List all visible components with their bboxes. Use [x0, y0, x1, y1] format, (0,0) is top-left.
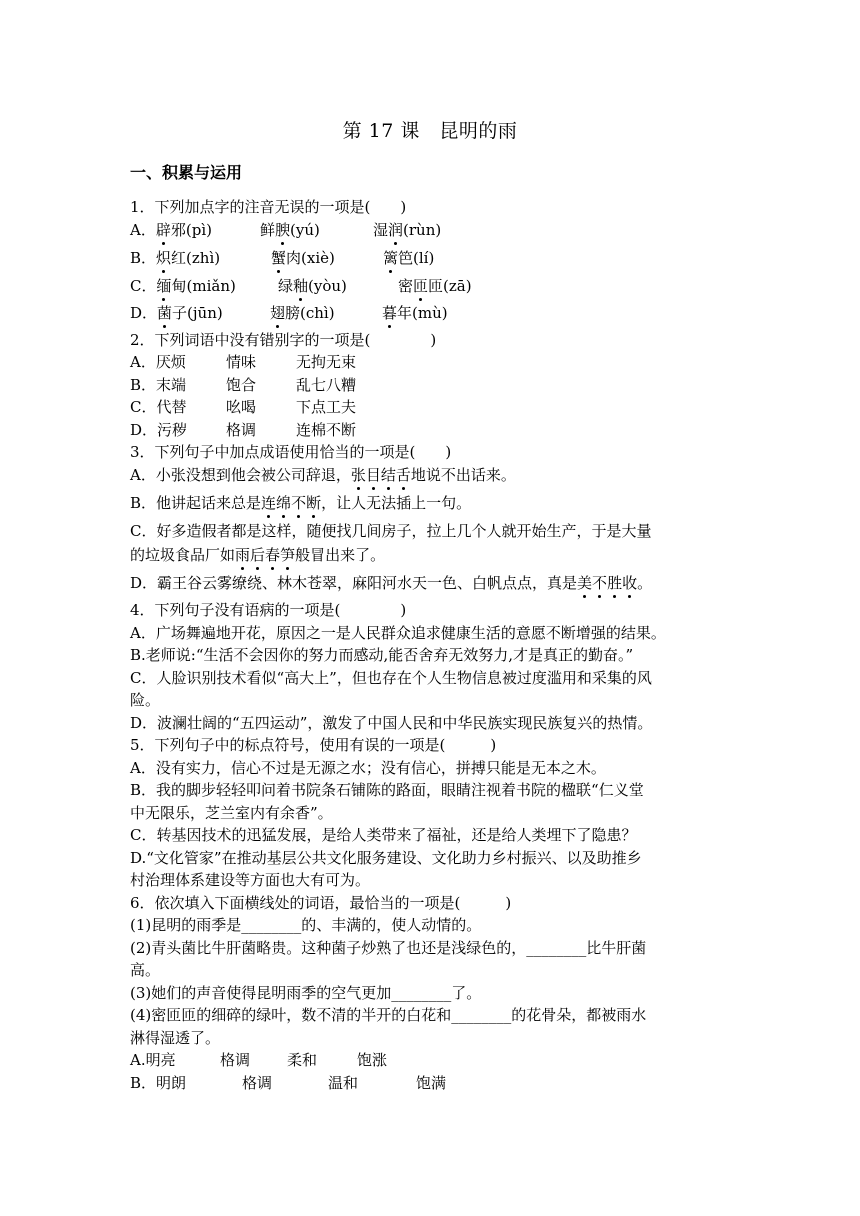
word: 暮年(mù)	[382, 304, 448, 322]
word: 缅甸(miǎn)	[156, 277, 236, 295]
question-6-option-a: A.明亮 格调 柔和 饱涨	[130, 1051, 388, 1069]
word: 蟹肉(xiè)	[271, 249, 335, 267]
page-title: 第 17 课 昆明的雨	[342, 120, 518, 142]
question-6-stem: 6．依次填入下面横线处的词语，最恰当的一项是( )	[130, 894, 512, 912]
question-3-option-c-line1: C．好多造假者都是这样，随便找几间房子，拉上几个人就开始生产，于是大量	[130, 522, 652, 540]
question-6-sentence-1: (1)昆明的雨季是________的、丰满的，使人动情的。	[130, 916, 482, 934]
question-1-option-b: B．炽红(zhì) 蟹肉(xiè) 篱笆(lí)	[130, 249, 435, 267]
question-6-sentence-3: (3)她们的声音使得昆明雨季的空气更加________了。	[130, 984, 482, 1002]
emphasized-idiom: 连绵不断	[261, 494, 322, 512]
question-2-option-c: C．代替 吆喝 下点工夫	[130, 398, 357, 416]
section-heading: 一、积累与运用	[130, 163, 243, 182]
question-5-stem: 5．下列句子中的标点符号，使用有误的一项是( )	[130, 736, 497, 754]
question-6-option-b: B．明朗 格调 温和 饱满	[130, 1074, 447, 1092]
question-6-sentence-4-line1: (4)密匝匝的细碎的绿叶，数不清的半开的白花和________的花骨朵，都被雨水	[130, 1006, 647, 1024]
question-1-option-a: A．辟邪(pì) 鲜腴(yú) 湿润(rùn)	[130, 221, 442, 239]
question-4-option-c-line2: 险。	[130, 691, 161, 709]
word: 炽红(zhì)	[156, 249, 221, 267]
emphasized-idiom: 雨后春笋	[235, 546, 296, 564]
question-5-option-d-line1: D.“文化管家”在推动基层公共文化服务建设、文化助力乡村振兴、以及助推乡	[130, 849, 642, 867]
question-6-sentence-2-line2: 高。	[130, 961, 161, 979]
question-3-option-d: D．霸王谷云雾缭绕、林木苍翠，麻阳河水天一色、白帆点点，真是美不胜收。	[130, 574, 653, 592]
question-4-option-c-line1: C．人脸识别技术看似“高大上”，但也存在个人生物信息被过度滥用和采集的风	[130, 669, 652, 687]
emphasized-idiom: 美不胜收	[577, 574, 638, 592]
question-1-option-c: C．缅甸(miǎn) 绿釉(yòu) 密匝匝(zā)	[130, 277, 472, 295]
word: 翅膀(chì)	[270, 304, 335, 322]
word: 湿润(rùn)	[373, 221, 442, 239]
question-3-option-c-line2: 的垃圾食品厂如雨后春笋般冒出来了。	[130, 546, 386, 564]
question-4-option-d: D．波澜壮阔的“五四运动”，激发了中国人民和中华民族实现民族复兴的热情。	[130, 714, 653, 732]
word: 绿釉(yòu)	[278, 277, 347, 295]
question-5-option-a: A．没有实力，信心不过是无源之水；没有信心，拼搏只能是无本之木。	[130, 759, 606, 777]
question-3-option-b: B．他讲起话来总是连绵不断，让人无法插上一句。	[130, 494, 472, 512]
question-5-option-b-line1: B．我的脚步轻轻叩问着书院条石铺陈的路面，眼睛注视着书院的楹联“仁义堂	[130, 781, 644, 799]
question-3-stem: 3．下列句子中加点成语使用恰当的一项是( )	[130, 443, 452, 461]
question-5-option-c: C．转基因技术的迅猛发展，是给人类带来了福祉，还是给人类埋下了隐患？	[130, 826, 637, 844]
question-3-option-a: A．小张没想到他会被公司辞退，张目结舌地说不出话来。	[130, 466, 516, 484]
question-4-stem: 4．下列句子没有语病的一项是( )	[130, 601, 407, 619]
emphasized-idiom: 张目结舌	[350, 466, 411, 484]
word: 密匝匝(zā)	[398, 277, 472, 295]
question-2-option-d: D．污秽 格调 连棉不断	[130, 421, 357, 439]
word: 鲜腴(yú)	[260, 221, 320, 239]
question-2-option-a: A．厌烦 情味 无拘无束	[130, 353, 357, 371]
question-4-option-a: A．广场舞遍地开花，原因之一是人民群众追求健康生活的意愿不断增强的结果。	[130, 624, 666, 642]
word: 篱笆(lí)	[383, 249, 435, 267]
question-6-sentence-4-line2: 淋得湿透了。	[130, 1029, 221, 1047]
question-1-option-d: D．菌子(jūn) 翅膀(chì) 暮年(mù)	[130, 304, 448, 322]
word: 菌子(jūn)	[157, 304, 223, 322]
question-5-option-b-line2: 中无限乐，芝兰室内有余香”。	[130, 804, 333, 822]
question-6-sentence-2-line1: (2)青头菌比牛肝菌略贵。这种菌子炒熟了也还是浅绿色的，________比牛肝菌	[130, 939, 647, 957]
question-2-option-b: B．末端 饱合 乱七八糟	[130, 376, 357, 394]
question-5-option-d-line2: 村治理体系建设等方面也大有可为。	[130, 871, 371, 889]
word: 辟邪(pì)	[155, 221, 212, 239]
question-4-option-b: B.老师说:“生活不会因你的努力而感动,能否舍弃无效努力,才是真正的勤奋。”	[130, 646, 634, 664]
question-2-stem: 2．下列词语中没有错别字的一项是( )	[130, 331, 437, 349]
question-1-stem: 1．下列加点字的注音无误的一项是( )	[130, 198, 407, 216]
